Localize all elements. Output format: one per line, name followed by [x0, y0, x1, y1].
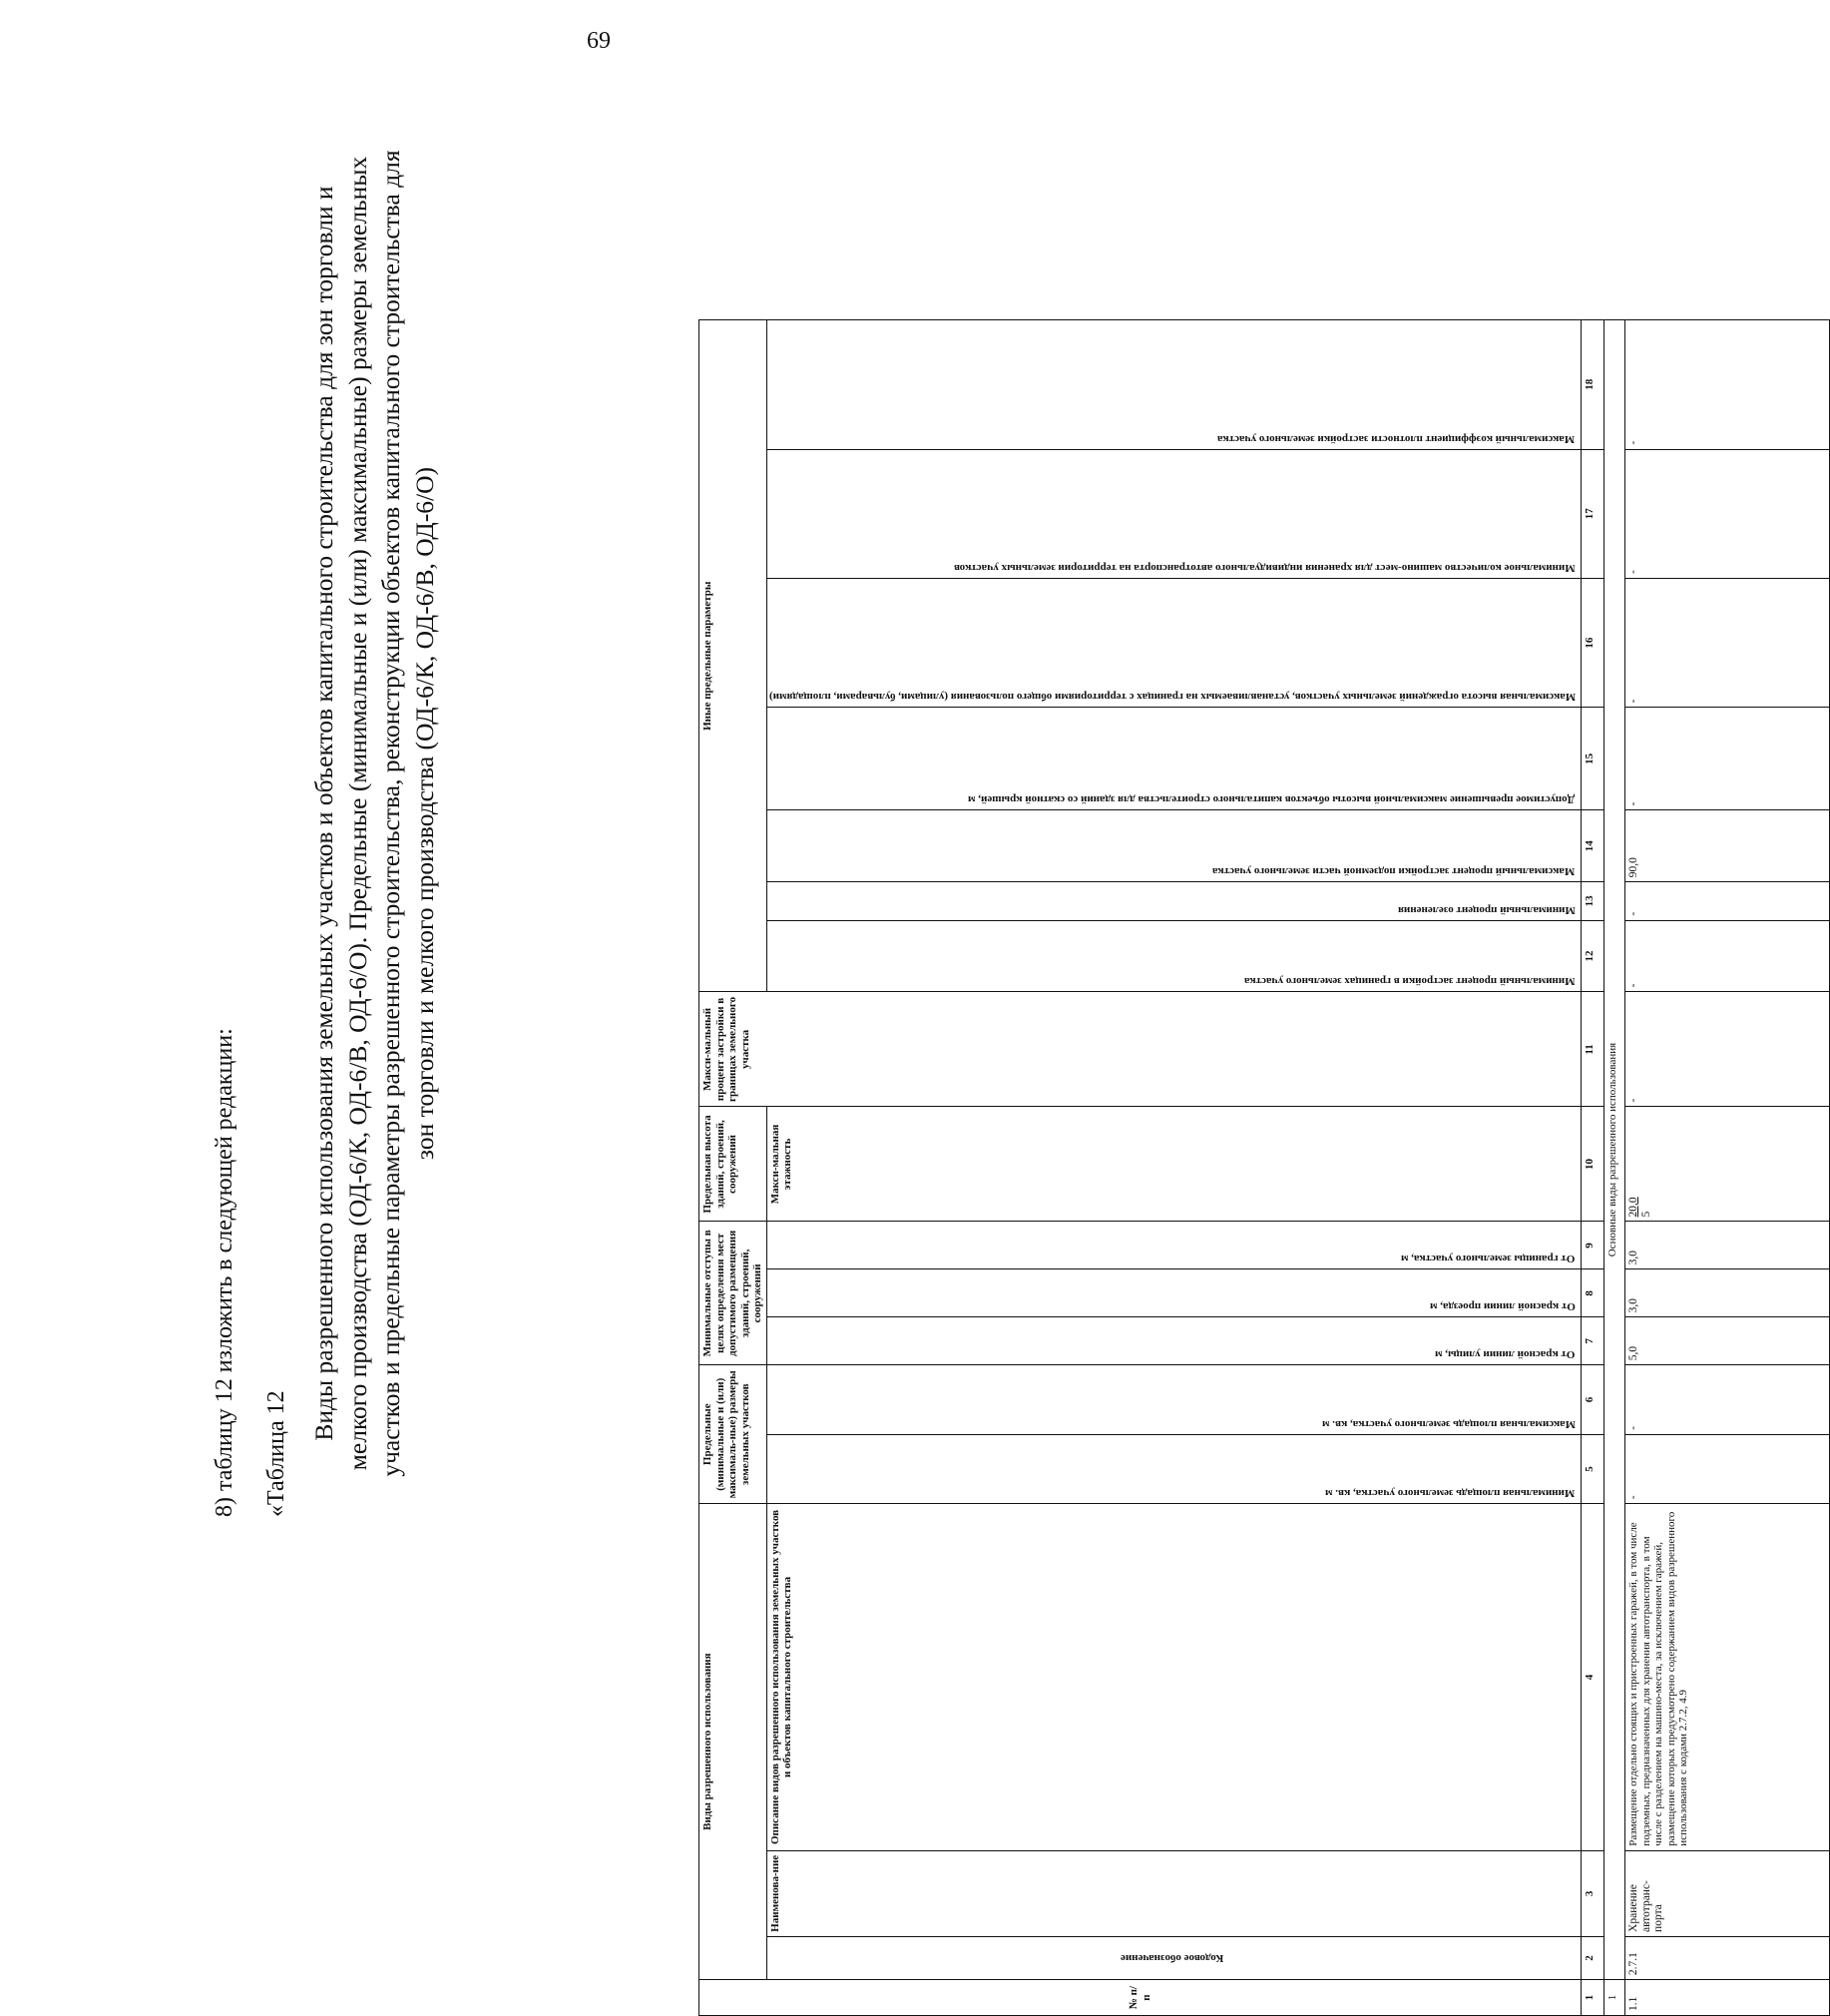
header-name: Наименова-ние	[766, 1850, 1582, 1936]
row-floors-value: 5	[1639, 1211, 1652, 1218]
table-wrapper	[698, 319, 1690, 2016]
colnum: 18	[1582, 320, 1604, 450]
row-name: Хранение автотранс-порта	[1625, 1850, 1830, 1936]
colnum: 6	[1582, 1365, 1604, 1435]
row-c17: -	[1625, 449, 1830, 578]
section-number: 1	[1604, 1980, 1625, 2016]
colnum: 5	[1582, 1434, 1604, 1503]
header-c15	[766, 708, 1582, 810]
header-build-pct: Макси-мальный процент застройки в границах земельного участка	[699, 992, 1582, 1107]
row-c15: -	[1625, 708, 1830, 810]
row-build-pct: -	[1625, 992, 1830, 1107]
zoning-table	[698, 319, 1830, 2016]
header-c16	[766, 578, 1582, 707]
row-min-area: -	[1625, 1434, 1830, 1503]
row-code: 2.7.1	[1625, 1936, 1830, 1979]
page-number: 69	[587, 28, 611, 54]
header-c13	[766, 882, 1582, 920]
section-row	[1604, 320, 1625, 2016]
table-caption: «Таблица 12	[263, 1390, 289, 1517]
row-c12: -	[1625, 920, 1830, 992]
colnum: 14	[1582, 810, 1604, 882]
header-vri: Виды разрешенного использования	[699, 1504, 767, 1980]
intro-line-1: 8) таблицу 12 изложить в следующей редакции:	[212, 1028, 237, 1517]
header-c18	[766, 320, 1582, 450]
header-height: Предельная высота зданий, строений, сооружений	[699, 1107, 767, 1222]
header-min-area	[766, 1434, 1582, 1503]
colnum: 9	[1582, 1222, 1604, 1269]
row-c14: 90,0	[1625, 810, 1830, 882]
header-sb-drive-label: От красной линии проезда, м	[1429, 1300, 1576, 1313]
colnum: 8	[1582, 1269, 1604, 1317]
row-max-area: -	[1625, 1365, 1830, 1435]
header-c17	[766, 449, 1582, 578]
header-num-label: № п/п	[1128, 1985, 1152, 2010]
header-c17-label: Минимальное количество машино-мест для хранения индивидуального автотранспорта на территории земельных участков	[953, 561, 1576, 574]
row-sb-street: 5,0	[1625, 1317, 1830, 1365]
colnum: 15	[1582, 708, 1604, 810]
header-c18-label: Максимальный коэффициент плотности застройки земельного участка	[1217, 432, 1576, 445]
header-num	[699, 1980, 1582, 2016]
header-sb-border	[766, 1222, 1582, 1269]
row-desc: Размещение отдельно стоящих и пристроенных гаражей, в том числе подземных, предназначенных для хранения автотранспорта, в том числе с разделением на машино-места, за исключением гаражей, размещение которых предусмотрено содержанием видов разрешенного использования с кодами 2.7.2, 4.9	[1625, 1504, 1830, 1850]
header-desc: Описание видов разрешенного использования земельных участков и объектов капитального строительства	[766, 1504, 1582, 1850]
header-c14	[766, 810, 1582, 882]
header-code	[766, 1936, 1582, 1979]
row-c18: -	[1625, 320, 1830, 450]
header-max-area-label: Максимальная площадь земельного участка, кв. м	[1321, 1417, 1576, 1430]
colnum: 4	[1582, 1504, 1604, 1850]
header-sb-border-label: От границы земельного участка, м	[1401, 1253, 1576, 1265]
section-title: Основные виды разрешенного использования	[1604, 320, 1625, 1980]
colnum: 11	[1582, 992, 1604, 1107]
header-c12-label: Минимальный процент застройки в границах земельного участка	[1244, 975, 1576, 988]
row-height-value: 20,0	[1627, 1197, 1640, 1218]
colnum: 12	[1582, 920, 1604, 992]
colnum: 16	[1582, 578, 1604, 707]
header-sb-street-label: От красной линии улицы, м	[1435, 1348, 1576, 1361]
colnum: 10	[1582, 1107, 1604, 1222]
header-c12	[766, 920, 1582, 992]
row-num: 1.1	[1625, 1980, 1830, 2016]
header-sb-street	[766, 1317, 1582, 1365]
table-title: Виды разрешенного использования земельных участков и объектов капитального строительства для зон торговли и мелкого производства (ОД-6/К, ОД-6/В, ОД-6/О). Предельные (минимальные и (или) максимальные) размеры земельных участков и предельные параметры разрешенного строительства, реконструкции объектов капитального строительства для зон торговли и мелкого производства (ОД-6/К, ОД-6/В, ОД-6/О)	[309, 150, 439, 1477]
header-sb-drive	[766, 1269, 1582, 1317]
row-sb-border: 3,0	[1625, 1222, 1830, 1269]
row-height	[1625, 1107, 1830, 1222]
column-number-row	[1582, 320, 1604, 2016]
row-sb-drive: 3,0	[1625, 1269, 1830, 1317]
row-c13: -	[1625, 882, 1830, 920]
colnum: 1	[1582, 1980, 1604, 2016]
colnum: 2	[1582, 1936, 1604, 1979]
header-c13-label: Минимальный процент озеленения	[1397, 903, 1576, 916]
table-row	[1625, 320, 1830, 2016]
header-size: Предельные (минимальные и (или) максималь-ные) размеры земельных участков	[699, 1365, 767, 1504]
header-c14-label: Максимальный процент застройки подземной части земельного участка	[1212, 865, 1576, 878]
colnum: 3	[1582, 1850, 1604, 1936]
header-max-area	[766, 1365, 1582, 1435]
colnum: 17	[1582, 449, 1604, 578]
colnum: 13	[1582, 882, 1604, 920]
header-code-label: Кодовое обозначение	[1120, 1952, 1224, 1965]
header-c16-label: Максимальная высота ограждений земельных участков, устанавливаемых на границах с территориями общего пользования (улицами, бульварами, площадями)	[768, 691, 1576, 704]
header-min-area-label: Минимальная площадь земельного участка, кв. м	[1325, 1487, 1576, 1500]
header-c15-label: Допустимое превышение максимальной высоты объектов капитального строительства для зданий со скатной крышей, м	[968, 793, 1576, 806]
header-setbacks: Минимальные отступы в целях определения мест допустимого размещения зданий, строений, сооружений	[699, 1222, 767, 1365]
intro-block	[200, 150, 439, 1517]
colnum: 7	[1582, 1317, 1604, 1365]
header-other: Иные предельные параметры	[699, 320, 767, 992]
header-floors: Макси-мальная этажность	[766, 1107, 1582, 1222]
row-c16: -	[1625, 578, 1830, 707]
